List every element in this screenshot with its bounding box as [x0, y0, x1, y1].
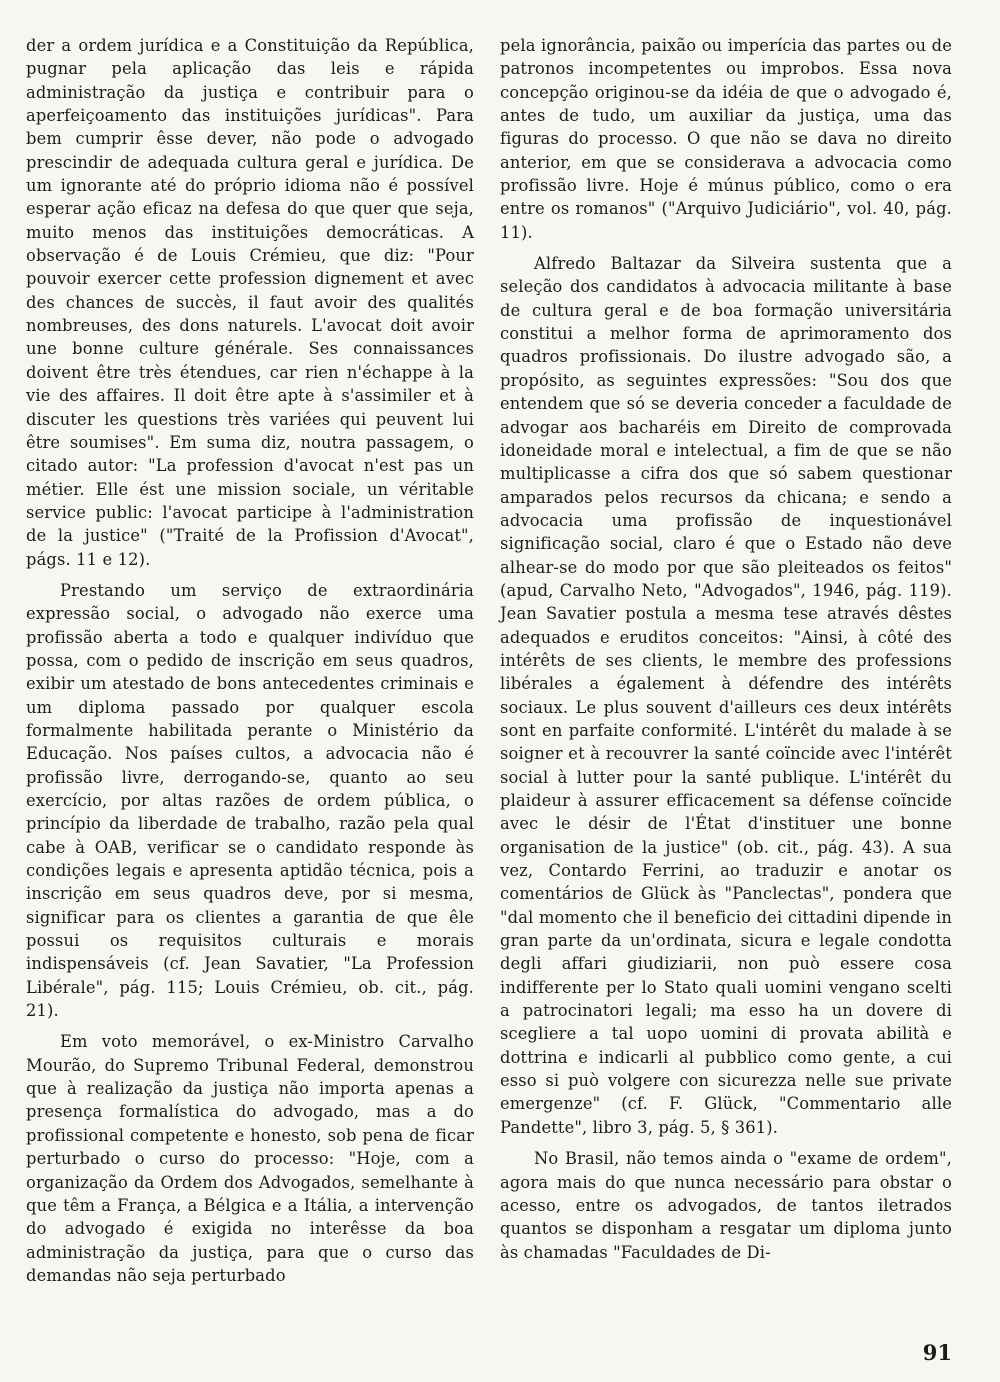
- paragraph: der a ordem jurídica e a Constituição da República, pugnar pela aplicação das leis e rápida administração da justiça e contribuir para o aperfeiçoamento das instituições jurídicas". Para bem cumprir êsse dever, não pode o advogado prescindir de adequada cultura geral e jurídica. De um ignorante até do próprio idioma não é possível esperar ação eficaz na defesa do que quer que seja, muito menos das instituições democráticas. A observação é de Louis Crémieu, que diz: "Pour pouvoir exercer cette profession dignement et avec des chances de succès, il faut avoir des qualités nombreuses, des dons naturels. L'avocat doit avoir une bonne culture générale. Ses connaissances doivent être très étendues, car rien n'échappe à la vie des affaires. Il doit être apte à s'assimiler et à discuter les questions très variées qui peuvent lui être soumises". Em suma diz, noutra passagem, o citado autor: "La profession d'avocat n'est pas un métier. Elle ést une mission sociale, un véritable service public: l'avocat participe à l'administration de la justice" ("Traité de la Profission d'Avocat", págs. 11 e 12).: [26, 36, 474, 569]
- paragraph: No Brasil, não temos ainda o "exame de ordem", agora mais do que nunca necessário para obstar o acesso, entre os advogados, de tantos iletrados quantos se disponham a resgatar um diploma junto às chamadas "Faculdades de Di-: [500, 1149, 952, 1262]
- paragraph: Prestando um serviço de extraordinária expressão social, o advogado não exerce uma profissão aberta a todo e qualquer indivíduo que possa, com o pedido de inscrição em seus quadros, exibir um atestado de bons antecedentes criminais e um diploma passado por qualquer escola formalmente habilitada perante o Ministério da Educação. Nos países cultos, a advocacia não é profissão livre, derrogando-se, quanto ao seu exercício, por altas razões de ordem pública, o princípio da liberdade de trabalho, razão pela qual cabe à OAB, verificar se o candidato responde às condições legais e apresenta aptidão técnica, pois a inscrição em seus quadros deve, por si mesma, significar para os clientes a garantia de que êle possui os requisitos culturais e morais indispensáveis (cf. Jean Savatier, "La Profession Libérale", pág. 115; Louis Crémieu, ob. cit., pág. 21).: [26, 580, 474, 1021]
- paragraph: Alfredo Baltazar da Silveira sustenta que a seleção dos candidatos à advocacia militante à base de cultura geral e de boa formação universitária constitui a melhor forma de aprimoramento dos quadros profissionais. Do ilustre advogado são, a propósito, as seguintes expressões: "Sou dos que entendem que só se deveria conceder a faculdade de advogar aos bacharéis em Direito de comprovada idoneidade moral e intelectual, a fim de que se não multiplicasse a cifra dos que só sabem questionar amparados pelos recursos da chicana; e sendo a advocacia uma profissão de inquestionável significação social, claro é que o Estado não deve alhear-se do modo por que são pleiteados os feitos" (apud, Carvalho Neto, "Advogados", 1946, pág. 119). Jean Savatier postula a mesma tese através dêstes adequados e eruditos conceitos: "Ainsi, à côté des intérêts de ses clients, le membre des professions libérales a également à défendre des intérêts sociaux. Le plus souvent d'ailleurs ces deux intérêts sont en parfaite conformité. L'intérêt du malade à se soigner et à recouvrer la santé coïncide avec l'intérêt social à lutter pour la santé publique. L'intérêt du plaideur à assurer efficacement sa défense coïncide avec le désir de l'État d'instituer une bonne organisation de la justice" (ob. cit., pág. 43). A sua vez, Contardo Ferrini, ao traduzir e anotar os comentários de Glück às "Panclectas", pondera que "dal momento che il beneficio dei cittadini dipende in gran parte da un'ordinata, sicura e legale condotta degli affari giudiziarii, non può essere cosa indifferente per lo Stato quali uomini vengano scelti a patrocinatori legali; ma esso ha un dovere di scegliere a tal uopo uomini di provata abilità e dottrina e indicarli al pubblico como gente, a cui esso si può volgere con sicurezza nelle sue private emergenze" (cf. F. Glück, "Commentario alle Pandette", libro 3, pág. 5, § 361).: [500, 254, 952, 1137]
- page-number: 91: [922, 1340, 952, 1365]
- paragraph: Em voto memorável, o ex-Ministro Carvalho Mourão, do Supremo Tribunal Federal, demonstrou que à realização da justiça não importa apenas a presença formalística do advogado, mas a do profissional competente e honesto, sob pena de ficar perturbado o curso do processo: "Hoje, com a organização da Ordem dos Advogados, semelhante à que têm a França, a Bélgica e a Itália, a intervenção do advogado é exigida no interêsse da boa administração da justiça, para que o curso das demandas não seja perturbado: [26, 1032, 474, 1285]
- paragraph: pela ignorância, paixão ou imperícia das partes ou de patronos incompetentes ou improbos. Essa nova concepção originou-se da idéia de que o advogado é, antes de tudo, um auxiliar da justiça, uma das figuras do processo. O que não se dava no direito anterior, em que se considerava a advocacia como profissão livre. Hoje é múnus público, como o era entre os romanos" ("Arquivo Judiciário", vol. 40, pág. 11).: [500, 36, 952, 242]
- right-column: [500, 34, 952, 1264]
- left-column: [26, 34, 474, 1287]
